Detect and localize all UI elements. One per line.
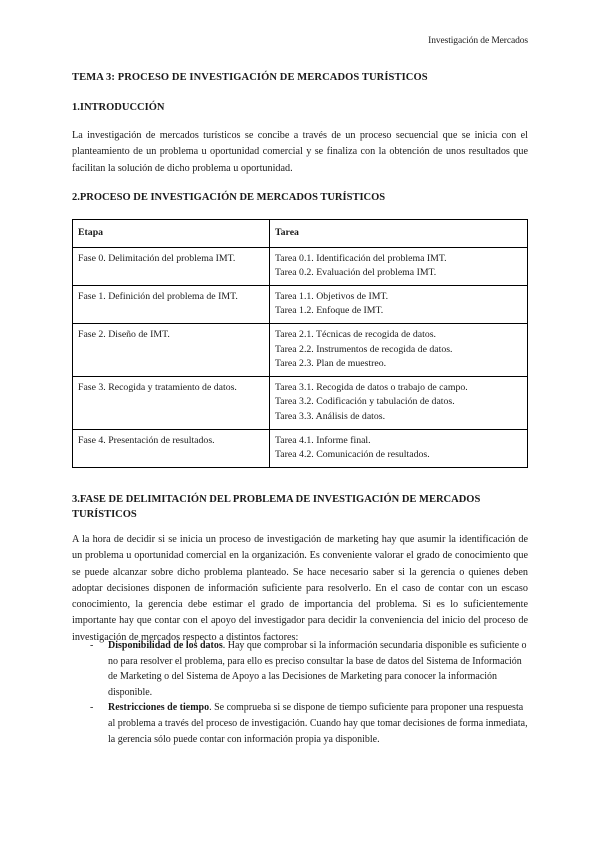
phases-table — [72, 219, 528, 468]
task-item: Tarea 2.3. Plan de muestreo. — [275, 358, 387, 370]
table-row — [73, 285, 528, 323]
task-item: Tarea 2.2. Instrumentos de recogida de datos. — [275, 343, 453, 355]
section-3-paragraph: A la hora de decidir si se inicia un proceso de investigación de marketing hay que asumir la identificación de un problema u oportunidad comercial en la organización. Es conveniente valorar el grado de conocimiento que se puede alcanzar sobre dicho problema planteado. Se hace necesario saber si la gerencia o quienes deben adoptar decisiones disponen de información suficiente para resolverlo. En el caso de contar con un escaso conocimiento, la gerencia debe estimar el grado de importancia del problema. Si es lo suficientemente importante hay que contar con el apoyo del investigador para decidir la conveniencia del inicio del proceso de investigación de mercados respecto a distintos factores: — [72, 534, 528, 643]
section-3-heading: 3.FASE DE DELIMITACIÓN DEL PROBLEMA DE INVESTIGACIÓN DE MERCADOS TURÍSTICOS — [72, 494, 481, 520]
table-header-row — [73, 220, 528, 248]
tasks-cell — [270, 247, 528, 285]
section-1 — [72, 102, 528, 113]
task-item: Tarea 0.1. Identificación del problema IMT. — [275, 252, 447, 264]
task-item: Tarea 1.2. Enfoque de IMT. — [275, 305, 384, 317]
bullet-dash: - — [90, 640, 94, 651]
factors-list — [72, 638, 528, 747]
factor-term: Disponibilidad de los datos — [108, 640, 223, 651]
document-title-block — [72, 72, 528, 83]
stage-cell: Fase 2. Diseño de IMT. — [73, 323, 270, 376]
stage-cell: Fase 3. Recogida y tratamiento de datos. — [73, 376, 270, 429]
stage-cell: Fase 4. Presentación de resultados. — [73, 429, 270, 467]
factors-list-wrap — [72, 638, 528, 747]
section-2 — [72, 192, 528, 203]
bullet-dash: - — [90, 702, 94, 714]
task-item: Tarea 1.1. Objetivos de IMT. — [275, 290, 389, 302]
phases-table-wrap — [72, 219, 528, 468]
stage-cell: Fase 0. Delimitación del problema IMT. — [73, 247, 270, 285]
factor-item — [72, 700, 528, 747]
section-1-heading: 1.INTRODUCCIÓN — [72, 102, 165, 113]
section-1-body — [72, 128, 528, 177]
table-body — [73, 247, 528, 467]
section-2-heading: 2.PROCESO DE INVESTIGACIÓN DE MERCADOS TURÍSTICOS — [72, 192, 386, 203]
tasks-cell — [270, 429, 528, 467]
section-3-body — [72, 532, 528, 646]
table-header-task: Tarea — [270, 220, 528, 248]
factor-item — [72, 638, 528, 700]
factor-text: . Se comprueba si se dispone de tiempo suficiente para proponer una respuesta al problema a través del proceso de investigación. Cuando hay que tomar decisiones de forma inmediata, la gerencia sólo puede contar con información propia ya disponible. — [108, 702, 528, 745]
task-item: Tarea 4.1. Informe final. — [275, 434, 371, 446]
table-row — [73, 323, 528, 376]
task-item: Tarea 3.1. Recogida de datos o trabajo de campo. — [275, 381, 468, 393]
task-item: Tarea 2.1. Técnicas de recogida de datos. — [275, 328, 436, 340]
table-row — [73, 429, 528, 467]
tasks-cell — [270, 323, 528, 376]
tasks-cell — [270, 285, 528, 323]
factor-term: Restricciones de tiempo — [108, 702, 210, 714]
task-item: Tarea 0.2. Evaluación del problema IMT. — [275, 267, 437, 279]
section-3 — [72, 492, 528, 522]
table-header-stage: Etapa — [73, 220, 270, 248]
section-1-paragraph: La investigación de mercados turísticos se concibe a través de un proceso secuencial que se inicia con el planteamiento de un problema u oportunidad comercial y se finaliza con la obtención de unos resultados que facilitan la solución de dicho problema u oportunidad. — [72, 130, 528, 174]
stage-cell: Fase 1. Definición del problema de IMT. — [73, 285, 270, 323]
table-row — [73, 376, 528, 429]
table-row — [73, 247, 528, 285]
document-title: TEMA 3: PROCESO DE INVESTIGACIÓN DE MERCADOS TURÍSTICOS — [72, 72, 428, 83]
tasks-cell — [270, 376, 528, 429]
running-header: Investigación de Mercados — [428, 36, 528, 46]
task-item: Tarea 4.2. Comunicación de resultados. — [275, 449, 430, 461]
factor-text: . Hay que comprobar si la información secundaria disponible es suficiente o no para resolver el problema, para ello es preciso consultar la base de datos del Sistema de Información de Marketing o del Sistema de Apoyo a las Decisiones de Marketing para conocer la información disponible. — [108, 640, 527, 698]
task-item: Tarea 3.3. Análisis de datos. — [275, 410, 386, 422]
task-item: Tarea 3.2. Codificación y tabulación de datos. — [275, 396, 455, 408]
